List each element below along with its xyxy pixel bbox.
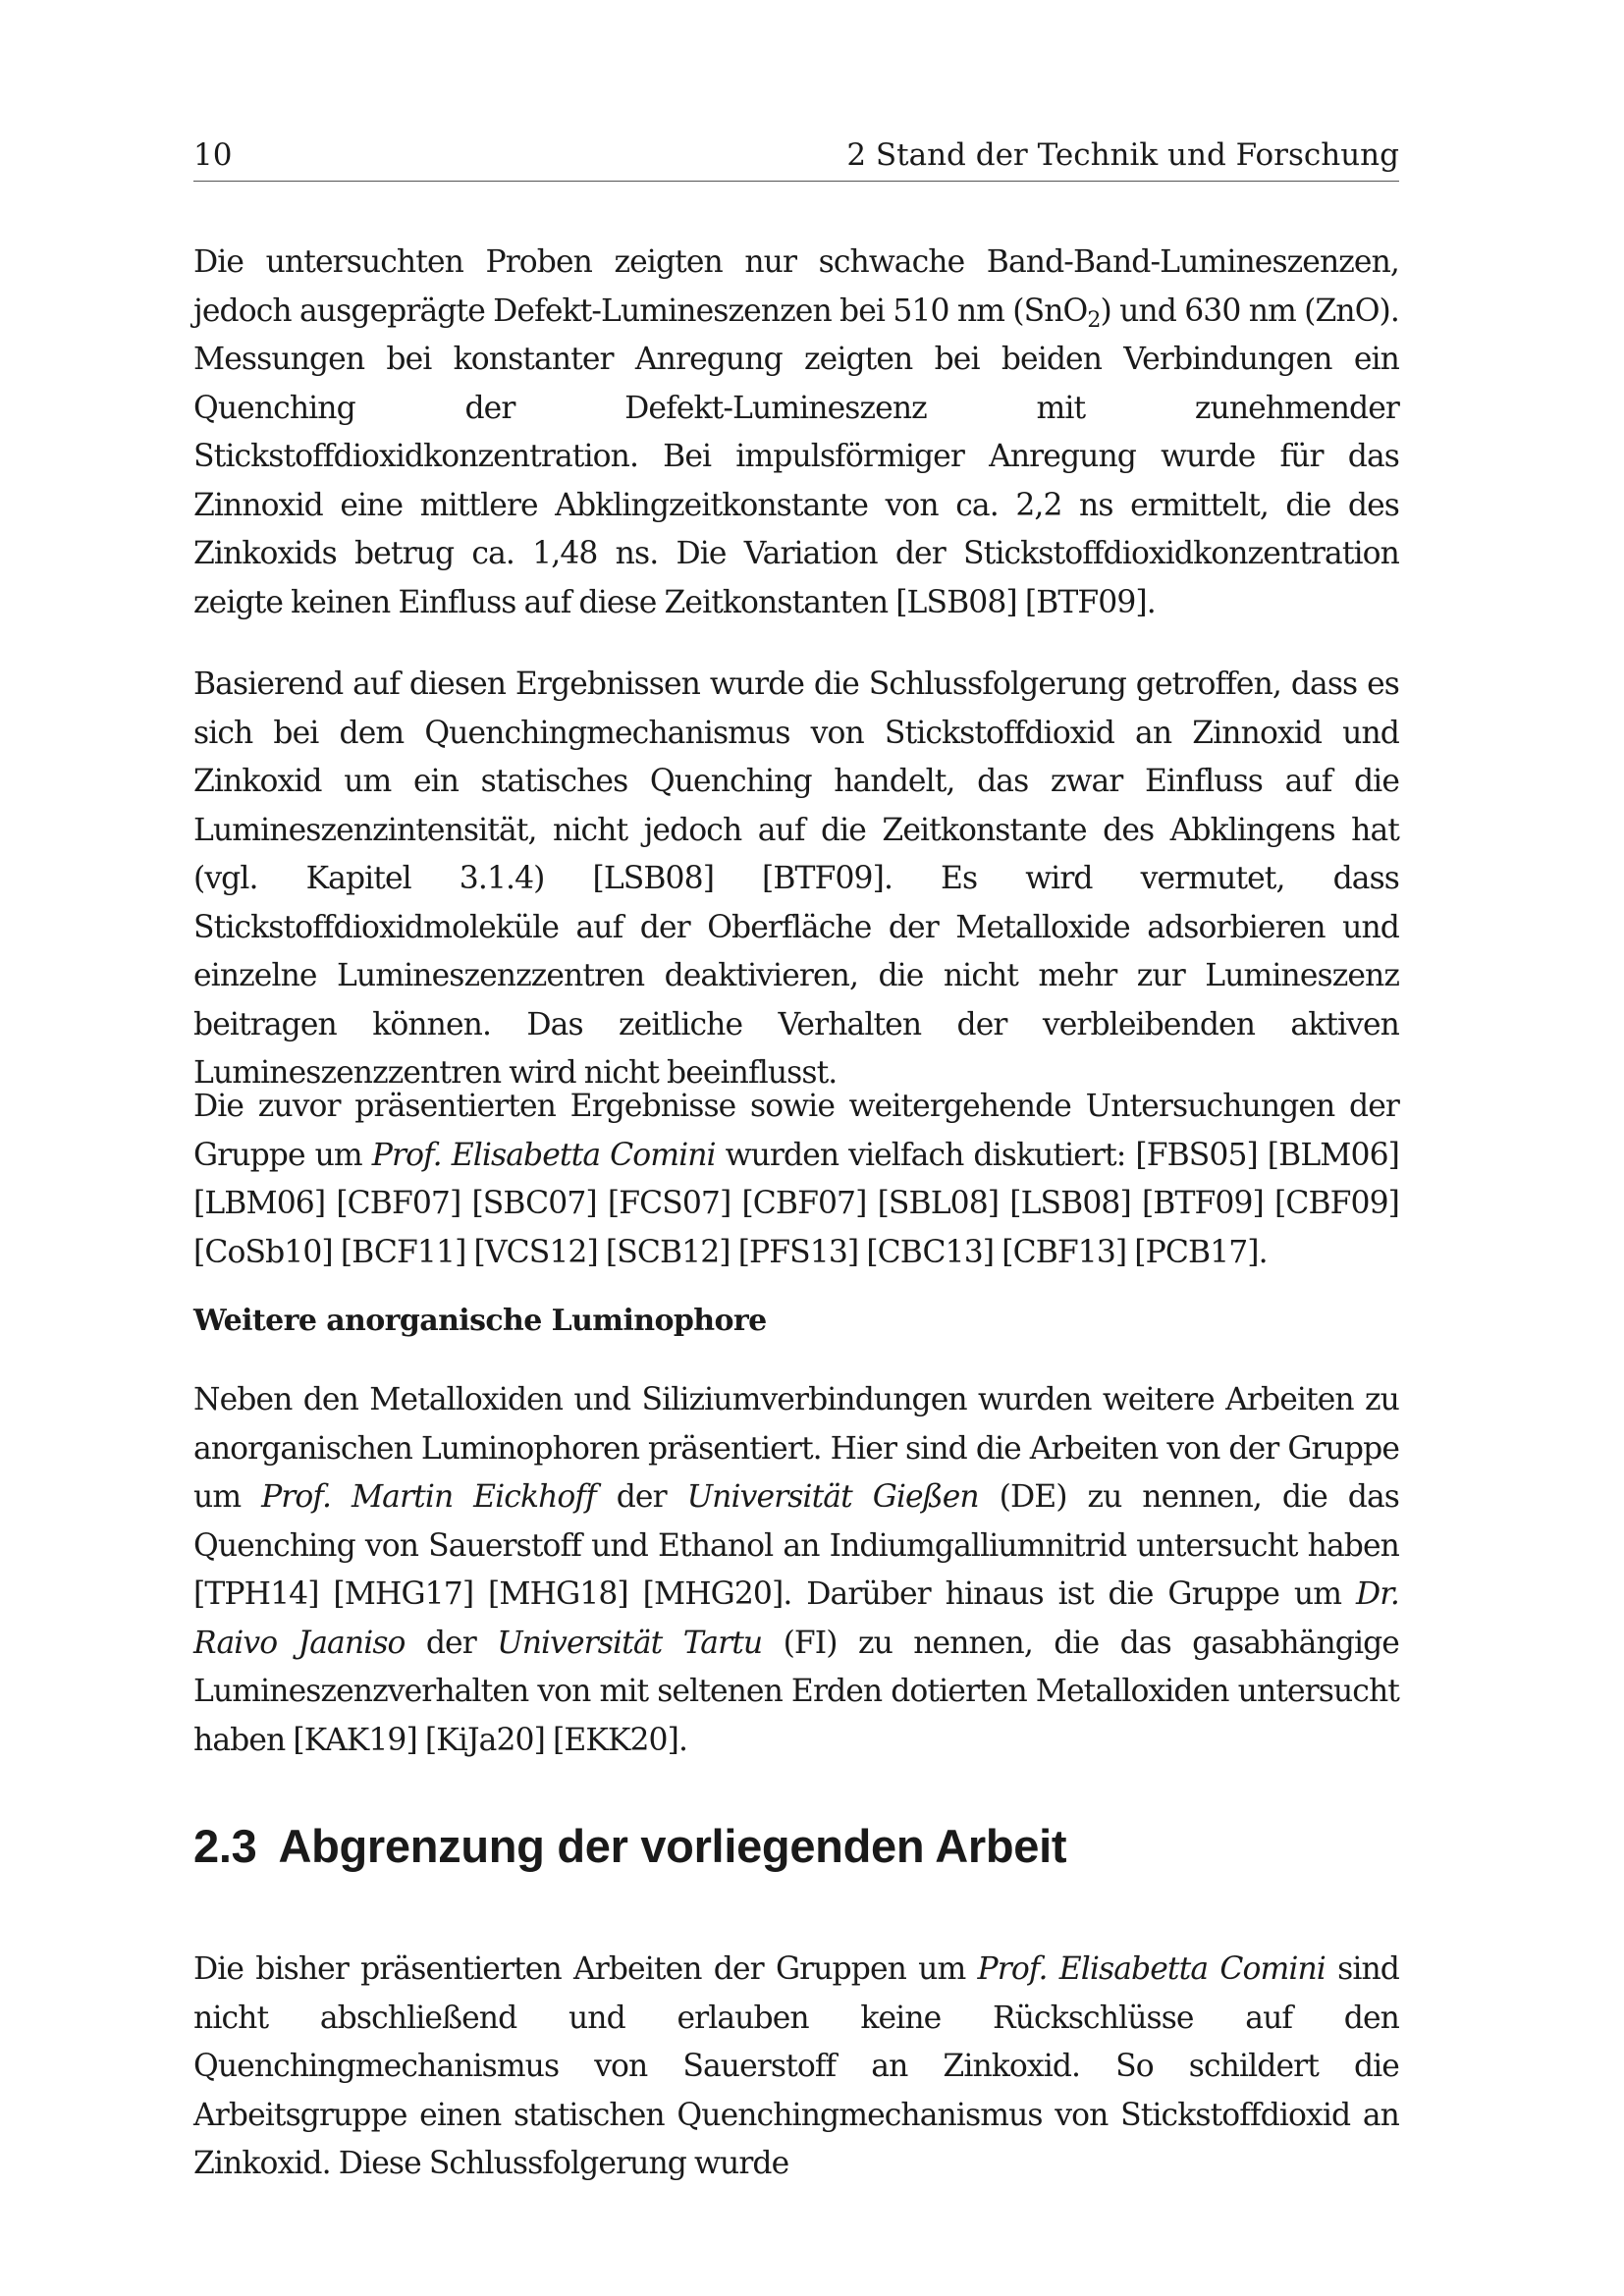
p4-university-1: Universität Gießen: [686, 1479, 979, 1515]
p1-text-1: Die untersuchten Proben zeigten nur schwache Band-Band-Lumineszenzen, jedoch ausgeprägte Defekt-Lumineszenzen bei 510 nm (SnO: [193, 244, 1399, 329]
p4-text-2: der: [595, 1479, 687, 1515]
p5-text-2: sind nicht abschließend und erlauben keine Rückschlüsse auf den Quenchingmechanismus von Sauerstoff an Zinkoxid. So schildert die Arbeitsgruppe einen statischen Quenchingmechanismus von Stickstoffdioxid an Zinkoxid. Diese Schlussfolgerung wurde: [193, 1951, 1399, 2181]
paragraph-4: [193, 1376, 1399, 1765]
p4-text-3: (DE) zu nennen, die das Quenching von Sauerstoff und Ethanol an Indiumgalliumnitrid untersucht haben [TPH14] [MHG17] [MHG18] [MHG20]. Darüber hinaus ist die Gruppe um: [193, 1479, 1399, 1612]
p4-text-1: Neben den Metalloxiden und Siliziumverbindungen wurden weitere Arbeiten zu anorganischen Luminophoren präsentiert. Hier sind die Arbeiten von der Gruppe um: [193, 1382, 1399, 1515]
p3-text-1: Die zuvor präsentierten Ergebnisse sowie weitergehende Untersuchungen der Gruppe um: [193, 1089, 1399, 1173]
p4-person-name-2: Dr. Raivo Jaaniso: [193, 1576, 1399, 1661]
p1-text-2: ) und 630 nm (ZnO). Messungen bei konstanter Anregung zeigten bei beiden Verbindungen ein Quenching der Defekt-Lumineszenz mit zunehmender Stickstoffdioxidkonzentration. Bei impulsförmiger Anregung wurde für das Zinnoxid eine mittlere Abklingzeitkonstante von ca. 2,2 ns ermittelt, die des Zinkoxids betrug ca. 1,48 ns. Die Variation der Stickstoffdioxidkonzentration zeigte keinen Einfluss auf diese Zeitkonstanten [LSB08] [BTF09].: [193, 293, 1399, 620]
p4-text-4: der: [405, 1625, 498, 1661]
p4-person-name-1: Prof. Martin Eickhoff: [261, 1479, 596, 1515]
section-number: 2.3: [193, 1820, 257, 1872]
p2-text: Basierend auf diesen Ergebnissen wurde die Schlussfolgerung getroffen, dass es sich bei dem Quenchingmechanismus von Stickstoffdioxid an Zinnoxid und Zinkoxid um ein statisches Quenching handelt, das zwar Einfluss auf die Lumineszenzintensität, nicht jedoch auf die Zeitkonstante des Abklingens hat (vgl. Kapitel 3.1.4) [LSB08] [BTF09]. Es wird vermutet, dass Stickstoffdioxidmoleküle auf der Oberfläche der Metalloxide adsorbieren und einzelne Lumineszenzzentren deaktivieren, die nicht mehr zur Lumineszenz beitragen können. Das zeitliche Verhalten der verbleibenden aktiven Lumineszenzzentren wird nicht beeinflusst.: [193, 667, 1399, 1091]
chapter-title: 2 Stand der Technik und Forschung: [846, 137, 1399, 173]
p4-text-5: (FI) zu nennen, die das gasabhängige Lumineszenzverhalten von mit seltenen Erden dotierten Metalloxiden untersucht haben [KAK19] [KiJa20] [EKK20].: [193, 1625, 1399, 1758]
paragraph-1: [193, 239, 1399, 627]
p3-person-name: Prof. Elisabetta Comini: [371, 1137, 716, 1173]
section-title: Abgrenzung der vorliegenden Arbeit: [278, 1820, 1067, 1872]
paragraph-2: [193, 661, 1399, 1098]
p5-person-name: Prof. Elisabetta Comini: [977, 1951, 1326, 1987]
p4-university-2: Universität Tartu: [497, 1625, 763, 1661]
running-header: [193, 137, 1399, 182]
p5-text-1: Die bisher präsentierten Arbeiten der Gruppen um: [193, 1951, 978, 1987]
section-heading: [193, 1819, 1066, 1873]
subheading: Weitere anorganische Luminophore: [193, 1304, 767, 1338]
page-number: 10: [193, 137, 233, 173]
p3-text-2: wurden vielfach diskutiert: [FBS05] [BLM06] [LBM06] [CBF07] [SBC07] [FCS07] [CBF07] [SBL08] [LSB08] [BTF09] [CBF09] [CoSb10] [BCF11] [VCS12] [SCB12] [PFS13] [CBC13] [CBF13] [PCB17].: [193, 1137, 1400, 1270]
paragraph-5: [193, 1946, 1399, 2189]
p1-subscript: 2: [1087, 307, 1101, 333]
paragraph-3: [193, 1083, 1399, 1277]
